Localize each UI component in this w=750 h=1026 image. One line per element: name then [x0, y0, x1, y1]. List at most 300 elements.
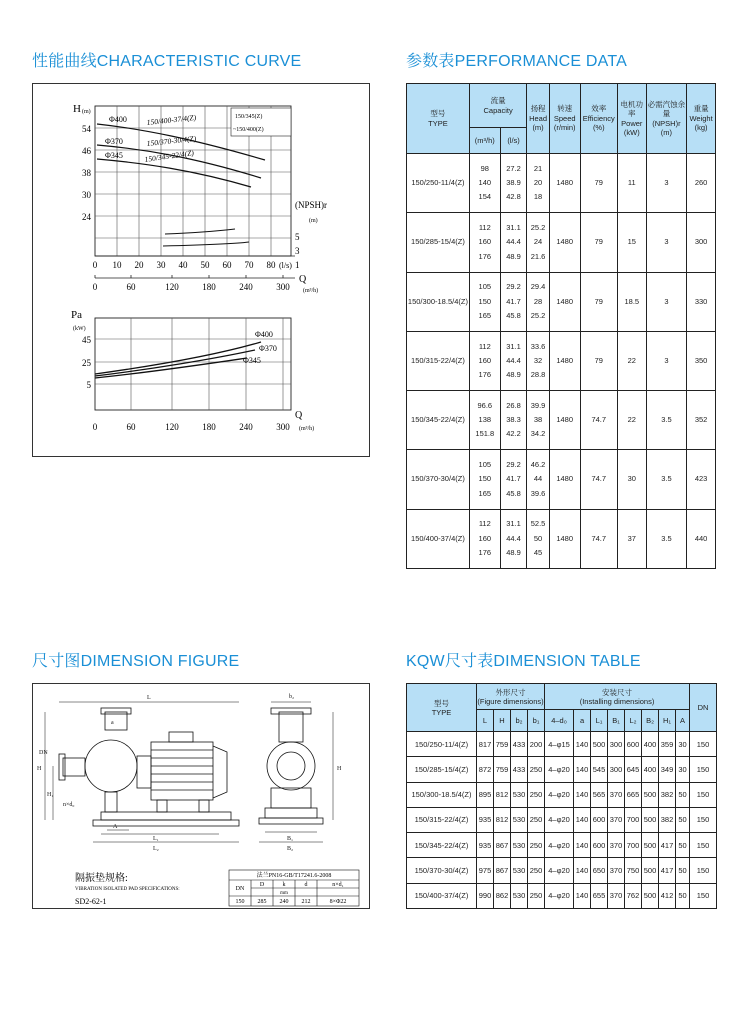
dim-cell: 530 — [511, 858, 528, 883]
dim-col-header: A — [676, 710, 690, 732]
flange-standard: 法兰PN16-GB/T17241.6-2008 — [256, 873, 332, 879]
performance-table-body — [407, 154, 716, 569]
npsh-ticks — [295, 232, 300, 270]
flange-value-k: 240 — [279, 899, 289, 905]
dim-cell: 382 — [659, 782, 676, 807]
table-row — [407, 757, 717, 782]
m3h-tick: 60 — [126, 282, 136, 292]
upper-curve-labels — [144, 113, 197, 164]
dim-cell: 359 — [659, 732, 676, 757]
table-row — [407, 732, 717, 757]
dim-cell: 812 — [494, 807, 511, 832]
dim-cell: 140 — [574, 782, 591, 807]
cell-speed: 1480 — [549, 154, 580, 213]
dim-cell: 4–φ20 — [545, 883, 574, 908]
cell-npsh: 3.5 — [646, 391, 686, 450]
upper-m3h-ticks — [93, 282, 291, 292]
dim-cell: 500 — [642, 883, 659, 908]
y-tick: 45 — [82, 335, 91, 345]
dim-cell: 50 — [676, 883, 690, 908]
diameter-label-370: Φ370 — [105, 137, 123, 146]
cell-npsh: 3 — [646, 213, 686, 272]
table-row — [407, 858, 717, 883]
dim-cell: 250 — [528, 858, 545, 883]
cell-head: 25.2 24 21.6 — [527, 213, 549, 272]
col-head: 扬程 Head (m) — [527, 84, 549, 154]
dim-cell: 4–φ20 — [545, 807, 574, 832]
dim-cell: 349 — [659, 757, 676, 782]
flange-value-bolts: 8×Φ22 — [329, 899, 347, 905]
dim-cell-type: 150/370-30/4(Z) — [407, 858, 477, 883]
dim-cell: 530 — [511, 807, 528, 832]
dim-cell: 530 — [511, 833, 528, 858]
cell-type: 150/400-37/4(Z) — [407, 509, 470, 568]
cell-weight: 350 — [687, 331, 716, 390]
dim-cell: 370 — [608, 883, 625, 908]
cell-speed: 1480 — [549, 391, 580, 450]
front-casing — [267, 742, 315, 790]
m3h-tick-marks — [95, 275, 283, 278]
cell-type: 150/250-11/4(Z) — [407, 154, 470, 213]
dim-cell: 150 — [690, 732, 717, 757]
cell-capacity-m3h: 105 150 165 — [469, 450, 500, 509]
dim-cell: 417 — [659, 833, 676, 858]
dim-cell: 4–φ20 — [545, 782, 574, 807]
y-tick: 30 — [82, 190, 91, 200]
cell-capacity-m3h: 112 160 176 — [469, 509, 500, 568]
dim-cell: 250 — [528, 883, 545, 908]
dim-label-nd0: n×d₀ — [63, 802, 75, 808]
dim-cell: 812 — [494, 782, 511, 807]
dim-cell: 400 — [642, 757, 659, 782]
dim-label-H1: H₁ — [47, 792, 54, 798]
cell-power: 15 — [617, 213, 646, 272]
col-power: 电机功率 Power (kW) — [617, 84, 646, 154]
front-base — [265, 808, 317, 818]
curve-label-370: 150/370-30/4(Z) — [146, 133, 197, 148]
cell-capacity-m3h: 98 140 154 — [469, 154, 500, 213]
dim-cell: 50 — [676, 833, 690, 858]
cell-type: 150/370-30/4(Z) — [407, 450, 470, 509]
discharge-flange — [101, 708, 131, 714]
cell-efficiency: 79 — [580, 154, 617, 213]
dim-col-header: 4–d₀ — [545, 710, 574, 732]
table-row — [407, 509, 716, 568]
cell-power: 11 — [617, 154, 646, 213]
table-row — [407, 883, 717, 908]
dim-cell: 250 — [528, 807, 545, 832]
dim-label-DN: DN — [39, 750, 48, 756]
pad-title-en: VIBRATION ISOLATED PAD SPECIFICATIONS: — [75, 887, 180, 892]
cell-capacity-m3h: 112 160 176 — [469, 331, 500, 390]
ls-tick: 20 — [134, 260, 144, 270]
cell-speed: 1480 — [549, 331, 580, 390]
npsh-tick: 1 — [295, 260, 300, 270]
cell-capacity-m3h: 112 160 176 — [469, 213, 500, 272]
dim-cell: 759 — [494, 757, 511, 782]
flange-value-d: 212 — [301, 899, 311, 905]
cell-capacity-ls: 27.2 38.9 42.8 — [500, 154, 527, 213]
cell-type: 150/285-15/4(Z) — [407, 213, 470, 272]
dim-cell: 700 — [625, 833, 642, 858]
dim-col-type: 型号 TYPE — [407, 684, 477, 732]
dimension-table — [406, 683, 717, 909]
cell-npsh: 3 — [646, 272, 686, 331]
power-diameter-400: Φ400 — [255, 330, 273, 339]
dim-col-outline: 外形尺寸 (Figure dimensions) — [477, 684, 545, 710]
dimension-table-body — [407, 732, 717, 909]
flange-header-k: k — [282, 882, 286, 888]
upper-y-ticks — [82, 124, 92, 222]
dimension-figure-svg — [33, 684, 369, 908]
dim-cell: 140 — [574, 757, 591, 782]
dim-cell: 935 — [477, 833, 494, 858]
dim-cell: 433 — [511, 757, 528, 782]
cell-efficiency: 74.7 — [580, 450, 617, 509]
dimension-table-section-title: KQW尺寸表DIMENSION TABLE — [406, 653, 641, 670]
dim-cell: 500 — [591, 732, 608, 757]
discharge-nozzle — [105, 712, 127, 730]
side-view-labels — [37, 695, 159, 852]
dim-label-H: H — [37, 766, 42, 772]
dim-col-header: b₂ — [511, 710, 528, 732]
dim-cell: 382 — [659, 807, 676, 832]
y-tick: 38 — [82, 168, 91, 178]
m3h-tick: 300 — [276, 422, 290, 432]
cell-head: 46.2 44 39.6 — [527, 450, 549, 509]
performance-section-title: 参数表PERFORMANCE DATA — [406, 53, 627, 70]
cell-head: 52.5 50 45 — [527, 509, 549, 568]
dim-cell: 530 — [511, 883, 528, 908]
cell-capacity-ls: 26.8 38.3 42.2 — [500, 391, 527, 450]
table-row — [407, 833, 717, 858]
dim-cell: 370 — [608, 807, 625, 832]
cell-capacity-ls: 31.1 44.4 48.9 — [500, 213, 527, 272]
dim-cell: 975 — [477, 858, 494, 883]
dim-cell: 867 — [494, 833, 511, 858]
cell-speed: 1480 — [549, 272, 580, 331]
lower-y-ticks — [82, 335, 92, 390]
y-tick: 54 — [82, 124, 91, 134]
flange-header-d-outer: D — [259, 882, 265, 888]
dim-cell: 150 — [690, 883, 717, 908]
dim-cell: 250 — [528, 757, 545, 782]
dim-cell-type: 150/345-22/4(Z) — [407, 833, 477, 858]
dim-col-header: H₁ — [659, 710, 676, 732]
dim-cell: 500 — [642, 858, 659, 883]
col-capacity: 流量 Capacity — [469, 84, 527, 128]
diameter-label-400: Φ400 — [109, 115, 127, 124]
lower-diameter-labels — [243, 330, 277, 365]
npsh-tick: 5 — [295, 232, 300, 242]
dim-label-b2: b₂ — [289, 694, 295, 700]
dim-label-a: a — [111, 720, 114, 726]
dim-cell: 370 — [608, 833, 625, 858]
col-type: 型号 TYPE — [407, 84, 470, 154]
ls-unit: (l/s) — [279, 261, 292, 270]
dim-col-header: H — [494, 710, 511, 732]
power-diameter-370: Φ370 — [259, 344, 277, 353]
curve-svg — [33, 84, 369, 456]
lower-chart — [71, 309, 314, 432]
dim-cell: 4–φ20 — [545, 833, 574, 858]
dim-cell: 50 — [676, 782, 690, 807]
dim-cell: 700 — [625, 807, 642, 832]
dim-cell: 400 — [642, 732, 659, 757]
dim-label-H-front: H — [337, 766, 342, 772]
m3h-tick: 120 — [165, 282, 179, 292]
ls-tick: 10 — [112, 260, 122, 270]
dim-label-L1: L₁ — [153, 836, 159, 842]
dim-cell: 500 — [642, 807, 659, 832]
dim-col-header: L — [477, 710, 494, 732]
cell-head: 29.4 28 25.2 — [527, 272, 549, 331]
npsh-curve-2 — [165, 229, 235, 234]
dim-cell: 50 — [676, 807, 690, 832]
cell-speed: 1480 — [549, 509, 580, 568]
cell-capacity-ls: 29.2 41.7 45.8 — [500, 450, 527, 509]
power-curve-400 — [95, 342, 261, 374]
dim-cell: 150 — [690, 807, 717, 832]
dim-cell: 645 — [625, 757, 642, 782]
cell-power: 30 — [617, 450, 646, 509]
dim-cell: 140 — [574, 858, 591, 883]
dim-cell: 140 — [574, 807, 591, 832]
cell-weight: 300 — [687, 213, 716, 272]
y-axis-unit-h: (m) — [82, 109, 91, 115]
pad-model: SD2-62-1 — [75, 897, 107, 906]
ls-ticks — [93, 260, 276, 270]
cell-capacity-ls: 31.1 44.4 48.9 — [500, 331, 527, 390]
upper-diameter-labels — [105, 115, 127, 160]
dim-cell: 600 — [591, 833, 608, 858]
dim-label-L2: L₂ — [153, 846, 159, 852]
dim-cell: 862 — [494, 883, 511, 908]
motor-foot-1 — [157, 800, 167, 812]
npsh-axis-label: (NPSH)r — [295, 200, 328, 210]
front-flange — [271, 708, 311, 714]
front-nozzle — [279, 712, 303, 742]
y-axis-unit-pa: (kW) — [73, 326, 86, 332]
front-stand — [271, 788, 311, 808]
cell-npsh: 3.5 — [646, 509, 686, 568]
base-plate — [101, 812, 231, 820]
cell-weight: 423 — [687, 450, 716, 509]
dim-cell: 412 — [659, 883, 676, 908]
pad-title-cn: 隔振垫规格: — [75, 873, 128, 884]
cell-power: 22 — [617, 331, 646, 390]
dim-cell: 140 — [574, 732, 591, 757]
npsh-tick: 3 — [295, 246, 300, 256]
dim-cell: 530 — [511, 782, 528, 807]
dim-cell: 817 — [477, 732, 494, 757]
dim-label-B1: B₁ — [287, 836, 294, 842]
dim-cell: 150 — [690, 782, 717, 807]
ls-tick: 40 — [178, 260, 188, 270]
dim-cell: 867 — [494, 858, 511, 883]
m3h-tick: 180 — [202, 282, 216, 292]
curve-label-345: 150/345-22/4(Z) — [144, 148, 195, 164]
cell-type: 150/300-18.5/4(Z) — [407, 272, 470, 331]
dim-col-header: B₂ — [642, 710, 659, 732]
table-row — [407, 331, 716, 390]
dim-col-header: B₁ — [608, 710, 625, 732]
ls-tick: 30 — [156, 260, 166, 270]
y-tick: 46 — [82, 146, 91, 156]
dim-cell: 500 — [642, 833, 659, 858]
dim-cell: 200 — [528, 732, 545, 757]
cell-efficiency: 74.7 — [580, 509, 617, 568]
cell-efficiency: 74.7 — [580, 391, 617, 450]
coupling — [137, 756, 151, 788]
dim-cell: 545 — [591, 757, 608, 782]
front-inlet — [277, 752, 305, 780]
flange-table — [229, 870, 359, 906]
dim-cell: 300 — [608, 757, 625, 782]
power-curves — [95, 342, 261, 378]
dim-cell-type: 150/250-11/4(Z) — [407, 732, 477, 757]
dim-label-L: L — [147, 695, 151, 701]
dim-cell: 650 — [591, 858, 608, 883]
y-axis-label-pa: Pa — [71, 309, 82, 321]
col-efficiency: 效率 Efficiency (%) — [580, 84, 617, 154]
pump-foot — [105, 792, 117, 812]
y-tick: 24 — [82, 212, 91, 222]
table-row — [407, 272, 716, 331]
q-label-upper: Q — [299, 274, 307, 285]
npsh-curves — [163, 229, 249, 246]
cell-power: 18.5 — [617, 272, 646, 331]
dim-cell: 250 — [528, 782, 545, 807]
ls-tick: 60 — [222, 260, 232, 270]
power-curve-370 — [95, 350, 255, 376]
dim-cell: 150 — [690, 757, 717, 782]
m3h-tick: 0 — [92, 422, 98, 432]
col-speed: 转速 Speed (r/min) — [549, 84, 580, 154]
col-capacity-m3h: (m³/h) — [469, 128, 500, 154]
y-axis-label-h: H — [73, 103, 81, 115]
dim-cell: 759 — [494, 732, 511, 757]
dim-cell: 433 — [511, 732, 528, 757]
cell-type: 150/315-22/4(Z) — [407, 331, 470, 390]
dimension-figure-panel — [32, 683, 370, 909]
ls-tick: 80 — [266, 260, 276, 270]
dim-cell: 565 — [591, 782, 608, 807]
table-row — [407, 213, 716, 272]
cell-weight: 260 — [687, 154, 716, 213]
dim-cell: 872 — [477, 757, 494, 782]
dim-cell: 4–φ20 — [545, 858, 574, 883]
dim-col-header: L₁ — [591, 710, 608, 732]
dim-cell-type: 150/315-22/4(Z) — [407, 807, 477, 832]
ls-tick: 70 — [244, 260, 254, 270]
col-weight: 重量 Weight (kg) — [687, 84, 716, 154]
curve-section-title: 性能曲线CHARACTERISTIC CURVE — [32, 53, 302, 70]
table-row — [407, 450, 716, 509]
dim-cell: 990 — [477, 883, 494, 908]
m3h-unit-upper: (m³/h) — [303, 288, 319, 294]
dim-cell: 417 — [659, 858, 676, 883]
dim-cell: 140 — [574, 833, 591, 858]
cell-weight: 352 — [687, 391, 716, 450]
y-tick: 5 — [86, 380, 91, 390]
terminal-box — [169, 732, 193, 742]
dim-col-header: b₁ — [528, 710, 545, 732]
dim-col-header: L₂ — [625, 710, 642, 732]
cell-capacity-ls: 29.2 41.7 45.8 — [500, 272, 527, 331]
ls-tick: 0 — [92, 260, 98, 270]
curve-label-400: 150/400-37/4(Z) — [146, 112, 197, 127]
dim-cell: 655 — [591, 883, 608, 908]
cell-npsh: 3.5 — [646, 450, 686, 509]
cell-head: 21 20 18 — [527, 154, 549, 213]
dim-cell: 4–φ20 — [545, 757, 574, 782]
col-npsh: 必需汽蚀余量 (NPSH)r (m) — [646, 84, 686, 154]
motor-foot-2 — [199, 800, 209, 812]
side-view-drawing — [45, 702, 239, 842]
dim-cell: 935 — [477, 807, 494, 832]
dim-cell: 150 — [690, 858, 717, 883]
dim-cell: 370 — [608, 858, 625, 883]
dim-cell: 30 — [676, 732, 690, 757]
front-pad — [259, 818, 323, 824]
flange-header-bolts: n×d₁ — [332, 882, 344, 888]
dim-cell: 600 — [625, 732, 642, 757]
flange-header-dn: DN — [235, 886, 245, 892]
table-row — [407, 807, 717, 832]
power-curve-345 — [95, 358, 247, 378]
flange-value-d-outer: 285 — [257, 899, 267, 905]
m3h-tick: 300 — [276, 282, 290, 292]
curve-panel — [32, 83, 370, 457]
curve-phi345 — [97, 159, 251, 187]
cell-capacity-m3h: 105 150 165 — [469, 272, 500, 331]
cell-weight: 330 — [687, 272, 716, 331]
dim-label-A: A — [113, 824, 118, 830]
dimension-figure-section-title: 尺寸图DIMENSION FIGURE — [32, 653, 240, 670]
m3h-tick: 60 — [126, 422, 136, 432]
pump-casing — [85, 740, 137, 792]
flange-value-dn: 150 — [235, 899, 245, 905]
dim-col-install: 安装尺寸 (Installing dimensions) — [545, 684, 690, 710]
col-capacity-ls: (l/s) — [500, 128, 527, 154]
dim-cell: 150 — [690, 833, 717, 858]
dim-cell: 500 — [642, 782, 659, 807]
q-label-lower: Q — [295, 410, 303, 421]
cell-head: 33.6 32 28.8 — [527, 331, 549, 390]
cell-npsh: 3 — [646, 154, 686, 213]
m3h-tick: 240 — [239, 282, 253, 292]
cell-weight: 440 — [687, 509, 716, 568]
motor-end — [213, 746, 227, 798]
suction-nozzle — [63, 758, 85, 776]
dim-cell: 750 — [625, 858, 642, 883]
dim-col-header: a — [574, 710, 591, 732]
lower-m3h-ticks — [93, 422, 291, 432]
m3h-tick: 0 — [92, 282, 98, 292]
dim-cell: 50 — [676, 858, 690, 883]
cell-capacity-m3h: 96.6 138 151.8 — [469, 391, 500, 450]
cell-efficiency: 79 — [580, 331, 617, 390]
dim-cell: 140 — [574, 883, 591, 908]
front-view-labels — [287, 694, 342, 852]
table-row — [407, 782, 717, 807]
dim-cell: 762 — [625, 883, 642, 908]
diameter-label-345: Φ345 — [105, 151, 123, 160]
cell-power: 37 — [617, 509, 646, 568]
table-row — [407, 154, 716, 213]
dim-cell: 665 — [625, 782, 642, 807]
